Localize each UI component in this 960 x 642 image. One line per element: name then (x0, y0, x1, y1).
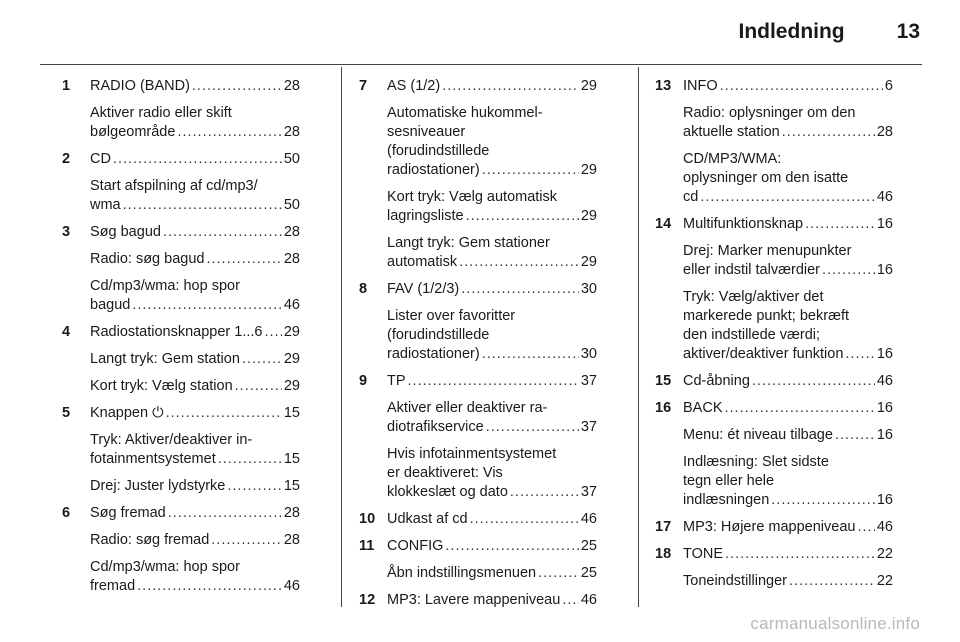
leader-line (683, 188, 893, 207)
entry-label: MP3: Lavere mappeniveau (387, 592, 561, 608)
entry-label: bagud (90, 297, 131, 313)
page-reference[interactable]: 28 (876, 124, 893, 140)
entry-number: 13 (655, 78, 672, 94)
leader-line (683, 77, 893, 96)
index-entry (62, 77, 300, 142)
entry-text-line: oplysninger om den isatte (683, 170, 849, 186)
leader-line (90, 477, 300, 496)
entry-label: Udkast af cd (387, 511, 468, 527)
entry-text-line: Drej: Marker menupunkter (683, 243, 852, 259)
page-reference[interactable]: 15 (283, 451, 300, 467)
entry-sub (90, 558, 300, 596)
entry-text-line: Start afspilning af cd/mp3/ (90, 178, 258, 194)
entry-label: Multifunktionsknap (683, 216, 804, 232)
index-entry (359, 280, 597, 364)
index-entry (655, 372, 893, 391)
page-reference[interactable]: 15 (283, 478, 300, 494)
page-reference[interactable]: 46 (283, 297, 300, 313)
entry-label: MP3: Højere mappeniveau (683, 519, 856, 535)
entry-main (683, 518, 893, 537)
entry-label: Langt tryk: Gem station (90, 351, 240, 367)
entry-main (90, 150, 300, 169)
entry-number: 12 (359, 592, 376, 608)
entry-label: wma (90, 197, 121, 213)
index-entry (655, 518, 893, 537)
leader-line (387, 280, 597, 299)
entry-label: Kort tryk: Vælg station (90, 378, 233, 394)
index-entry (359, 372, 597, 502)
page-reference[interactable]: 25 (580, 538, 597, 554)
entry-text-line: Indlæsning: Slet sidste (683, 454, 829, 470)
entry-sub (90, 531, 300, 550)
entry-label: Radio: søg bagud (90, 251, 205, 267)
entry-text-line: Hvis infotainmentsystemet (387, 446, 557, 462)
leader-line (683, 261, 893, 280)
page-reference[interactable]: 46 (580, 511, 597, 527)
entry-label: aktiver/deaktiver funktion (683, 346, 844, 362)
entry-main (387, 77, 597, 96)
entry-label: radiostationer) (387, 162, 480, 178)
entry-label: Drej: Juster lydstyrke (90, 478, 226, 494)
entry-number: 15 (655, 373, 672, 389)
leader-line (387, 253, 597, 272)
dot-leader (211, 531, 282, 550)
leader-line (683, 545, 893, 564)
page-reference[interactable]: 28 (283, 224, 300, 240)
leader-line (683, 491, 893, 510)
page-reference[interactable]: 16 (876, 262, 893, 278)
entry-label: fotainmentsystemet (90, 451, 216, 467)
dot-leader (227, 477, 281, 496)
page-reference[interactable]: 6 (884, 78, 893, 94)
page-reference[interactable]: 50 (283, 151, 300, 167)
leader-line (683, 572, 893, 591)
dot-leader (752, 372, 875, 391)
dot-leader (835, 426, 875, 445)
dot-leader (805, 215, 875, 234)
entry-label: klokkeslæt og dato (387, 484, 508, 500)
leader-line (387, 537, 597, 556)
column-2 (359, 77, 597, 618)
dot-leader (235, 377, 282, 396)
entry-text-line: Radio: oplysninger om den (683, 105, 856, 121)
page-reference[interactable]: 46 (580, 592, 597, 608)
dot-leader (177, 123, 281, 142)
leader-line (387, 591, 597, 610)
leader-line (387, 564, 597, 583)
entry-text-line: Aktiver radio eller skift (90, 105, 232, 121)
page-reference[interactable]: 25 (580, 565, 597, 581)
dot-leader (510, 483, 579, 502)
page-reference[interactable]: 16 (876, 216, 893, 232)
index-entry (655, 545, 893, 591)
leader-line (90, 531, 300, 550)
dot-leader (132, 296, 282, 315)
entry-label: eller indstil talværdier (683, 262, 820, 278)
entry-sub (387, 307, 597, 364)
entry-sub (387, 399, 597, 437)
entry-label: TP (387, 373, 406, 389)
dot-leader (168, 504, 282, 523)
index-entry (359, 591, 597, 610)
entry-main (90, 504, 300, 523)
entry-number: 14 (655, 216, 672, 232)
entry-label: Cd-åbning (683, 373, 750, 389)
dot-leader (242, 350, 282, 369)
entry-main (683, 545, 893, 564)
dot-leader (782, 123, 875, 142)
entry-label: Menu: ét niveau tilbage (683, 427, 833, 443)
index-entry (62, 504, 300, 596)
entry-text-line: er deaktiveret: Vis (387, 465, 503, 481)
entry-label: radiostationer) (387, 346, 480, 362)
page-reference[interactable]: 29 (283, 378, 300, 394)
leader-line (90, 577, 300, 596)
dot-leader (857, 518, 874, 537)
entry-number: 18 (655, 546, 672, 562)
dot-leader (486, 418, 579, 437)
entry-label: Toneindstillinger (683, 573, 787, 589)
entry-number: 4 (62, 324, 71, 340)
dot-leader (725, 399, 875, 418)
page-reference[interactable]: 28 (283, 78, 300, 94)
leader-line (683, 518, 893, 537)
dot-leader (562, 591, 579, 610)
entry-sub (683, 572, 893, 591)
entry-label: Radio: søg fremad (90, 532, 210, 548)
entry-text-line: (forudindstillede (387, 143, 490, 159)
entry-sub (683, 453, 893, 510)
leader-line (387, 418, 597, 437)
leader-line (90, 150, 300, 169)
dot-leader (206, 250, 281, 269)
dot-leader (218, 450, 282, 469)
dot-leader (461, 280, 579, 299)
entry-number: 9 (359, 373, 368, 389)
entry-number: 17 (655, 519, 672, 535)
index-entry (62, 404, 300, 496)
dot-leader (470, 510, 579, 529)
page-reference[interactable]: 50 (283, 197, 300, 213)
entry-sub (387, 188, 597, 226)
dot-leader (482, 161, 579, 180)
entry-sub (90, 477, 300, 496)
leader-line (387, 510, 597, 529)
index-entry (359, 537, 597, 583)
leader-line (90, 250, 300, 269)
leader-line (387, 161, 597, 180)
index-entry (62, 323, 300, 396)
leader-line (90, 504, 300, 523)
entry-label: CD (90, 151, 111, 167)
page-reference[interactable]: 37 (580, 419, 597, 435)
entry-text-line: CD/MP3/WMA: (683, 151, 782, 167)
dot-leader (482, 345, 579, 364)
entry-main (683, 372, 893, 391)
column-divider (341, 67, 342, 607)
leader-line (90, 223, 300, 242)
entry-main (387, 372, 597, 391)
page-reference[interactable]: 29 (580, 254, 597, 270)
entry-sub (90, 350, 300, 369)
page-reference[interactable]: 28 (283, 124, 300, 140)
entry-main (90, 223, 300, 242)
dot-leader (445, 537, 578, 556)
entry-label: CONFIG (387, 538, 444, 554)
page-header (738, 20, 920, 44)
entry-label: BACK (683, 400, 723, 416)
dot-leader (459, 253, 579, 272)
page-reference[interactable]: 30 (580, 346, 597, 362)
entry-label: INFO (683, 78, 718, 94)
entry-label: fremad (90, 578, 136, 594)
page-reference[interactable]: 29 (283, 324, 300, 340)
page-reference[interactable]: 16 (876, 427, 893, 443)
dot-leader (123, 196, 282, 215)
page-title: Indledning (738, 20, 845, 43)
leader-line (683, 372, 893, 391)
entry-text-line: den indstillede værdi; (683, 327, 821, 343)
entry-main (90, 323, 300, 342)
entry-label: Åbn indstillingsmenuen (387, 565, 537, 581)
column-3 (655, 77, 893, 599)
leader-line (683, 399, 893, 418)
dot-leader (700, 188, 875, 207)
entry-number: 2 (62, 151, 71, 167)
index-entry (655, 399, 893, 510)
dot-leader (166, 404, 282, 423)
page-reference[interactable]: 29 (283, 351, 300, 367)
dot-leader (789, 572, 875, 591)
page-reference[interactable]: 46 (876, 519, 893, 535)
leader-line (387, 372, 597, 391)
entry-sub (387, 564, 597, 583)
index-entry (359, 77, 597, 272)
leader-line (90, 377, 300, 396)
entry-sub (387, 445, 597, 502)
entry-sub (683, 150, 893, 207)
entry-label: aktuelle station (683, 124, 780, 140)
page-reference[interactable]: 29 (580, 208, 597, 224)
page-number: 13 (896, 20, 920, 43)
entry-number: 6 (62, 505, 71, 521)
dot-leader (113, 150, 282, 169)
dot-leader (771, 491, 875, 510)
leader-line (387, 345, 597, 364)
page-reference[interactable]: 28 (283, 251, 300, 267)
page-reference[interactable]: 16 (876, 346, 893, 362)
dot-leader (265, 323, 282, 342)
entry-label: indlæsningen (683, 492, 770, 508)
page-reference[interactable]: 46 (876, 189, 893, 205)
entry-sub (683, 242, 893, 280)
entry-sub (90, 377, 300, 396)
entry-sub (387, 104, 597, 180)
page-reference[interactable]: 15 (283, 405, 300, 421)
entry-label: Radiostationsknapper 1...6 (90, 324, 263, 340)
page-reference[interactable]: 30 (580, 281, 597, 297)
dot-leader (845, 345, 874, 364)
entry-number: 7 (359, 78, 368, 94)
entry-main (90, 404, 300, 423)
entry-main (683, 399, 893, 418)
page-reference[interactable]: 46 (876, 373, 893, 389)
entry-label: bølgeområde (90, 124, 176, 140)
entry-number: 16 (655, 400, 672, 416)
entry-label: diotrafikservice (387, 419, 484, 435)
dot-leader (442, 77, 579, 96)
entry-text-line: Kort tryk: Vælg automatisk (387, 189, 558, 205)
leader-line (683, 426, 893, 445)
entry-main (387, 510, 597, 529)
entry-text-line: Cd/mp3/wma: hop spor (90, 559, 240, 575)
entry-number: 11 (359, 538, 375, 554)
entry-label: cd (683, 189, 699, 205)
leader-line (387, 207, 597, 226)
entry-sub (683, 288, 893, 364)
column-1 (62, 77, 300, 604)
entry-sub (90, 104, 300, 142)
entry-text-line: tegn eller hele (683, 473, 775, 489)
entry-text-line: Automatiske hukommel- (387, 105, 543, 121)
page-reference[interactable]: 28 (283, 532, 300, 548)
dot-leader (538, 564, 579, 583)
entry-sub (90, 431, 300, 469)
page-reference[interactable]: 16 (876, 492, 893, 508)
leader-line (683, 345, 893, 364)
entry-main (683, 77, 893, 96)
entry-sub (90, 250, 300, 269)
dot-leader (408, 372, 579, 391)
page-reference[interactable]: 29 (580, 162, 597, 178)
entry-sub (90, 277, 300, 315)
dot-leader (192, 77, 282, 96)
entry-text-line: markerede punkt; bekræft (683, 308, 850, 324)
entry-label: automatisk (387, 254, 458, 270)
index-entry (655, 215, 893, 364)
page-reference[interactable]: 37 (580, 373, 597, 389)
leader-line (683, 123, 893, 142)
watermark: carmanualsonline.info (750, 614, 920, 633)
index-entry (655, 77, 893, 207)
entry-sub (683, 426, 893, 445)
page-reference[interactable]: 46 (283, 578, 300, 594)
leader-line (90, 196, 300, 215)
entry-label: TONE (683, 546, 724, 562)
entry-number: 10 (359, 511, 376, 527)
entry-label: RADIO (BAND) (90, 78, 190, 94)
entry-number: 5 (62, 405, 71, 421)
entry-text-line: Cd/mp3/wma: hop spor (90, 278, 240, 294)
dot-leader (137, 577, 282, 596)
dot-leader (822, 261, 875, 280)
page-reference[interactable]: 22 (876, 573, 893, 589)
page-reference[interactable]: 16 (876, 400, 893, 416)
leader-line (90, 350, 300, 369)
entry-main (683, 215, 893, 234)
entry-label: FAV (1/2/3) (387, 281, 460, 297)
leader-line (683, 215, 893, 234)
entry-label: Søg bagud (90, 224, 161, 240)
entry-label: AS (1/2) (387, 78, 441, 94)
page-reference[interactable]: 28 (283, 505, 300, 521)
entry-number: 8 (359, 281, 368, 297)
entry-text-line: sesniveauer (387, 124, 466, 140)
entry-text-line: Aktiver eller deaktiver ra- (387, 400, 548, 416)
entry-main (387, 280, 597, 299)
entry-text-line: Langt tryk: Gem stationer (387, 235, 550, 251)
index-entry (62, 150, 300, 215)
entry-main (387, 591, 597, 610)
entry-text-line: Lister over favoritter (387, 308, 516, 324)
index-entry (359, 510, 597, 529)
entry-number: 3 (62, 224, 71, 240)
page-reference[interactable]: 29 (580, 78, 597, 94)
leader-line (90, 123, 300, 142)
entry-sub (90, 177, 300, 215)
leader-line (90, 450, 300, 469)
entry-text-line: Tryk: Vælg/aktiver det (683, 289, 824, 305)
index-entry (62, 223, 300, 315)
dot-leader (466, 207, 579, 226)
leader-line (90, 323, 300, 342)
leader-line (387, 77, 597, 96)
column-divider (638, 67, 639, 607)
entry-label: lagringsliste (387, 208, 464, 224)
page-reference[interactable]: 22 (876, 546, 893, 562)
entry-sub (387, 234, 597, 272)
dot-leader (725, 545, 875, 564)
leader-line (90, 77, 300, 96)
entry-sub (683, 104, 893, 142)
entry-text-line: Tryk: Aktiver/deaktiver in- (90, 432, 253, 448)
entry-label: Søg fremad (90, 505, 166, 521)
entry-main (387, 537, 597, 556)
leader-line (387, 483, 597, 502)
entry-text-line: (forudindstillede (387, 327, 490, 343)
entry-label: Knappen ⏻ (90, 405, 164, 421)
leader-line (90, 404, 300, 423)
entry-main (90, 77, 300, 96)
dot-leader (720, 77, 883, 96)
dot-leader (163, 223, 282, 242)
entry-number: 1 (62, 78, 71, 94)
header-rule (40, 64, 922, 65)
leader-line (90, 296, 300, 315)
page-reference[interactable]: 37 (580, 484, 597, 500)
